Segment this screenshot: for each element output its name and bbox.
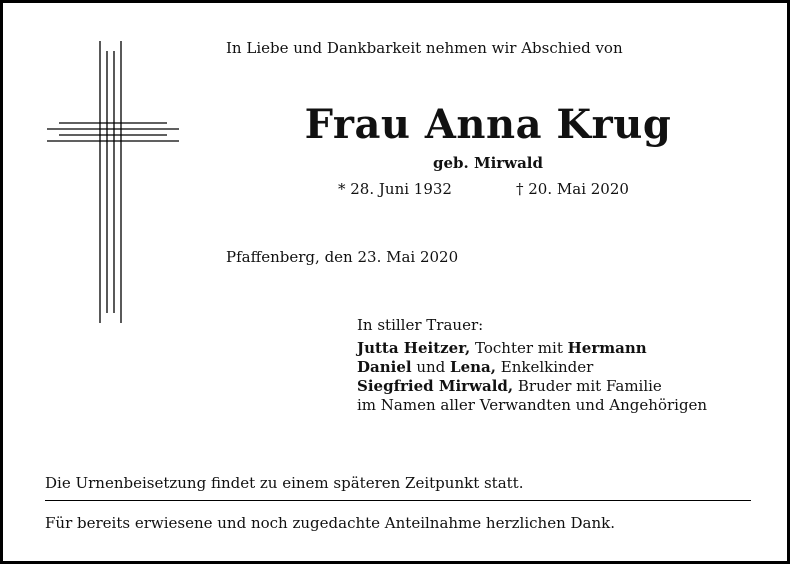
mourners-block [357, 316, 707, 415]
deceased-name: Frau Anna Krug [304, 101, 672, 148]
mourners-line [357, 377, 707, 396]
cross-icon [43, 33, 183, 333]
mourner-name: Hermann [567, 339, 647, 357]
mourner-name: Lena, [450, 358, 496, 376]
mourner-name: Daniel [357, 358, 412, 376]
mourner-relation: und [411, 358, 451, 376]
mourner-relation: Enkelkinder [495, 358, 594, 376]
mourner-relation: Tochter mit [470, 339, 568, 357]
death-date: † 20. Mai 2020 [516, 180, 629, 198]
thanks-text: Für bereits erwiesene und noch zugedachte Anteilnahme herzlichen Dank. [45, 514, 615, 532]
maiden-name: geb. Mirwald [433, 154, 543, 172]
birth-date: * 28. Juni 1932 [338, 180, 452, 198]
mourner-name: Jutta Heitzer, [357, 339, 471, 357]
intro-text: In Liebe und Dankbarkeit nehmen wir Abschied von [226, 39, 623, 57]
mourners-line: im Namen aller Verwandten und Angehörigen [357, 396, 708, 414]
mourners-line [357, 339, 707, 358]
divider [45, 500, 751, 501]
urn-notice: Die Urnenbeisetzung findet zu einem späteren Zeitpunkt statt. [45, 474, 524, 492]
mourners-heading: In stiller Trauer: [357, 316, 484, 334]
mourner-relation: Bruder mit Familie [513, 377, 662, 395]
mourner-name: Siegfried Mirwald, [357, 377, 514, 395]
mourners-line [357, 358, 707, 377]
place-date: Pfaffenberg, den 23. Mai 2020 [226, 248, 459, 266]
